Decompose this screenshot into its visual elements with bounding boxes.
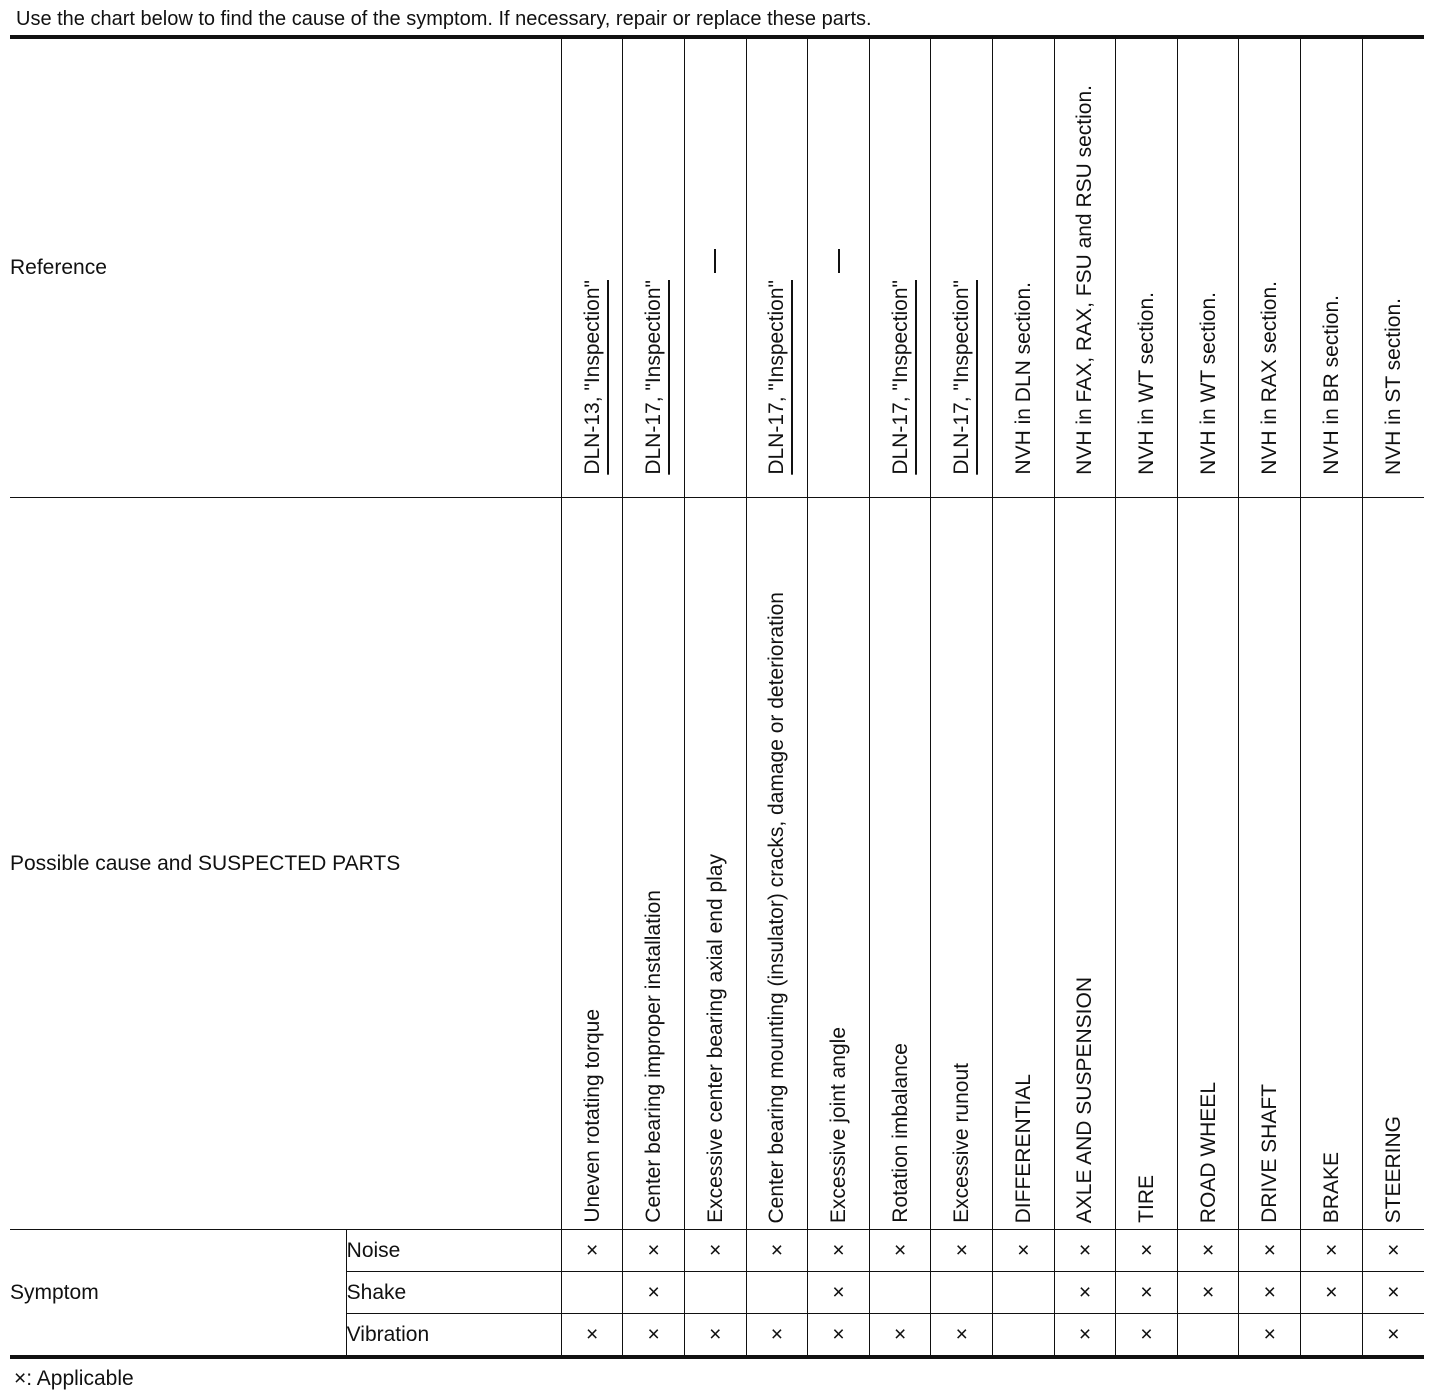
reference-wrap (870, 280, 931, 481)
symptom-name: Noise (346, 1230, 561, 1272)
reference-cell (931, 37, 993, 498)
applicable-mark: × (746, 1230, 808, 1272)
reference-row (10, 37, 1424, 498)
applicable-mark: × (931, 1314, 993, 1358)
cause-cell (1239, 498, 1301, 1230)
cause-cell (869, 498, 931, 1230)
reference-wrap (1363, 298, 1424, 481)
suspected-part-label: Uneven rotating torque (580, 1009, 604, 1223)
not-applicable-wrap (685, 249, 746, 279)
applicable-mark: × (869, 1314, 931, 1358)
reference-wrap (1178, 292, 1239, 481)
reference-wrap (931, 280, 992, 481)
symptom-label: Symptom (10, 1230, 346, 1358)
suspected-part-label: STEERING (1381, 1115, 1405, 1223)
suspected-part-label: Center bearing improper installation (642, 890, 666, 1223)
reference-wrap (1301, 295, 1362, 481)
suspected-part-label: ROAD WHEEL (1196, 1081, 1220, 1223)
cause-cell (993, 498, 1055, 1230)
applicable-mark: × (993, 1230, 1055, 1272)
reference-link[interactable]: DLN-17, "Inspection" (765, 280, 789, 475)
reference-cell (1177, 37, 1239, 498)
suspected-part-label: Center bearing mounting (insulator) cracks, damage or deterioration (765, 591, 789, 1223)
symptom-name: Shake (346, 1272, 561, 1314)
reference-wrap (623, 280, 684, 481)
applicable-mark: × (808, 1314, 870, 1358)
reference-link[interactable]: DLN-17, "Inspection" (888, 280, 912, 475)
reference-cell (1301, 37, 1363, 498)
applicable-mark: × (746, 1314, 808, 1358)
reference-wrap (1055, 85, 1116, 481)
reference-cell (561, 37, 623, 498)
reference-cell (623, 37, 685, 498)
applicable-mark: × (684, 1230, 746, 1272)
suspected-part-label: AXLE AND SUSPENSION (1073, 976, 1097, 1223)
reference-cell (746, 37, 808, 498)
suspected-part-label: Excessive runout (950, 1063, 974, 1223)
suspected-part-label: Rotation imbalance (888, 1043, 912, 1223)
applicable-mark: × (1301, 1272, 1363, 1314)
reference-text: NVH in WT section. (1196, 292, 1220, 475)
footnote-legend: ×: Applicable (14, 1367, 134, 1390)
applicable-mark: × (1362, 1230, 1424, 1272)
applicable-mark: × (1054, 1230, 1116, 1272)
suspected-part-label: DIFFERENTIAL (1011, 1073, 1035, 1223)
applicable-mark: × (623, 1230, 685, 1272)
cause-cell (1177, 498, 1239, 1230)
reference-cell (684, 37, 746, 498)
cause-cell (561, 498, 623, 1230)
cause-cell (1116, 498, 1178, 1230)
applicable-mark (869, 1272, 931, 1314)
reference-text: NVH in WT section. (1135, 292, 1159, 475)
applicable-mark: × (561, 1230, 623, 1272)
reference-wrap (1239, 281, 1300, 481)
cause-cell (1054, 498, 1116, 1230)
reference-cell (1239, 37, 1301, 498)
applicable-mark: × (1054, 1314, 1116, 1358)
not-applicable-dash (838, 249, 840, 273)
applicable-mark: × (623, 1314, 685, 1358)
reference-cell (1116, 37, 1178, 498)
reference-wrap (993, 282, 1054, 481)
cause-row (10, 498, 1424, 1230)
applicable-mark: × (1301, 1230, 1363, 1272)
reference-text: NVH in RAX section. (1258, 281, 1282, 475)
suspected-part-label: DRIVE SHAFT (1258, 1084, 1282, 1223)
cause-cell (623, 498, 685, 1230)
intro-text: Use the chart below to find the cause of the symptom. If necessary, repair or replace these parts. (16, 8, 872, 30)
applicable-mark: × (1239, 1314, 1301, 1358)
applicable-mark (993, 1314, 1055, 1358)
suspected-part-label: TIRE (1135, 1175, 1159, 1223)
reference-wrap (562, 280, 623, 481)
reference-cell (1054, 37, 1116, 498)
applicable-mark: × (623, 1272, 685, 1314)
cause-cell (684, 498, 746, 1230)
reference-wrap (1116, 292, 1177, 481)
cause-cell (808, 498, 870, 1230)
applicable-mark: × (1239, 1272, 1301, 1314)
applicable-mark: × (869, 1230, 931, 1272)
suspected-part-label: Excessive center bearing axial end play (703, 854, 727, 1223)
applicable-mark: × (931, 1230, 993, 1272)
applicable-mark: × (1362, 1272, 1424, 1314)
reference-link[interactable]: DLN-13, "Inspection" (580, 280, 604, 475)
applicable-mark (561, 1272, 623, 1314)
applicable-mark: × (561, 1314, 623, 1358)
not-applicable-wrap (808, 249, 869, 279)
reference-text: NVH in ST section. (1381, 297, 1405, 475)
reference-link[interactable]: DLN-17, "Inspection" (950, 280, 974, 475)
applicable-mark (1301, 1314, 1363, 1358)
applicable-mark (993, 1272, 1055, 1314)
reference-text: NVH in DLN section. (1011, 282, 1035, 475)
applicable-mark: × (1362, 1314, 1424, 1358)
applicable-mark (746, 1272, 808, 1314)
reference-link[interactable]: DLN-17, "Inspection" (642, 280, 666, 475)
cause-cell (1362, 498, 1424, 1230)
reference-text: NVH in BR section. (1319, 295, 1343, 475)
applicable-mark (1177, 1314, 1239, 1358)
applicable-mark (684, 1272, 746, 1314)
symptom-chart (10, 35, 1424, 1359)
symptom-row (10, 1230, 1424, 1272)
reference-cell (808, 37, 870, 498)
applicable-mark (931, 1272, 993, 1314)
reference-label: Reference (10, 37, 561, 498)
cause-cell (746, 498, 808, 1230)
possible-cause-label: Possible cause and SUSPECTED PARTS (10, 498, 561, 1230)
suspected-part-label: BRAKE (1319, 1151, 1343, 1223)
suspected-part-label: Excessive joint angle (827, 1026, 850, 1223)
applicable-mark: × (1116, 1230, 1178, 1272)
cause-cell (1301, 498, 1363, 1230)
cause-cell (931, 498, 993, 1230)
applicable-mark: × (1177, 1272, 1239, 1314)
applicable-mark: × (1116, 1272, 1178, 1314)
applicable-mark: × (1054, 1272, 1116, 1314)
symptom-name: Vibration (346, 1314, 561, 1358)
not-applicable-dash (714, 249, 716, 273)
reference-wrap (747, 280, 808, 481)
reference-cell (1362, 37, 1424, 498)
reference-cell (869, 37, 931, 498)
applicable-mark: × (1239, 1230, 1301, 1272)
applicable-mark: × (1116, 1314, 1178, 1358)
applicable-mark: × (808, 1230, 870, 1272)
reference-cell (993, 37, 1055, 498)
applicable-mark: × (808, 1272, 870, 1314)
applicable-mark: × (684, 1314, 746, 1358)
reference-text: NVH in FAX, RAX, FSU and RSU section. (1073, 85, 1097, 475)
applicable-mark: × (1177, 1230, 1239, 1272)
